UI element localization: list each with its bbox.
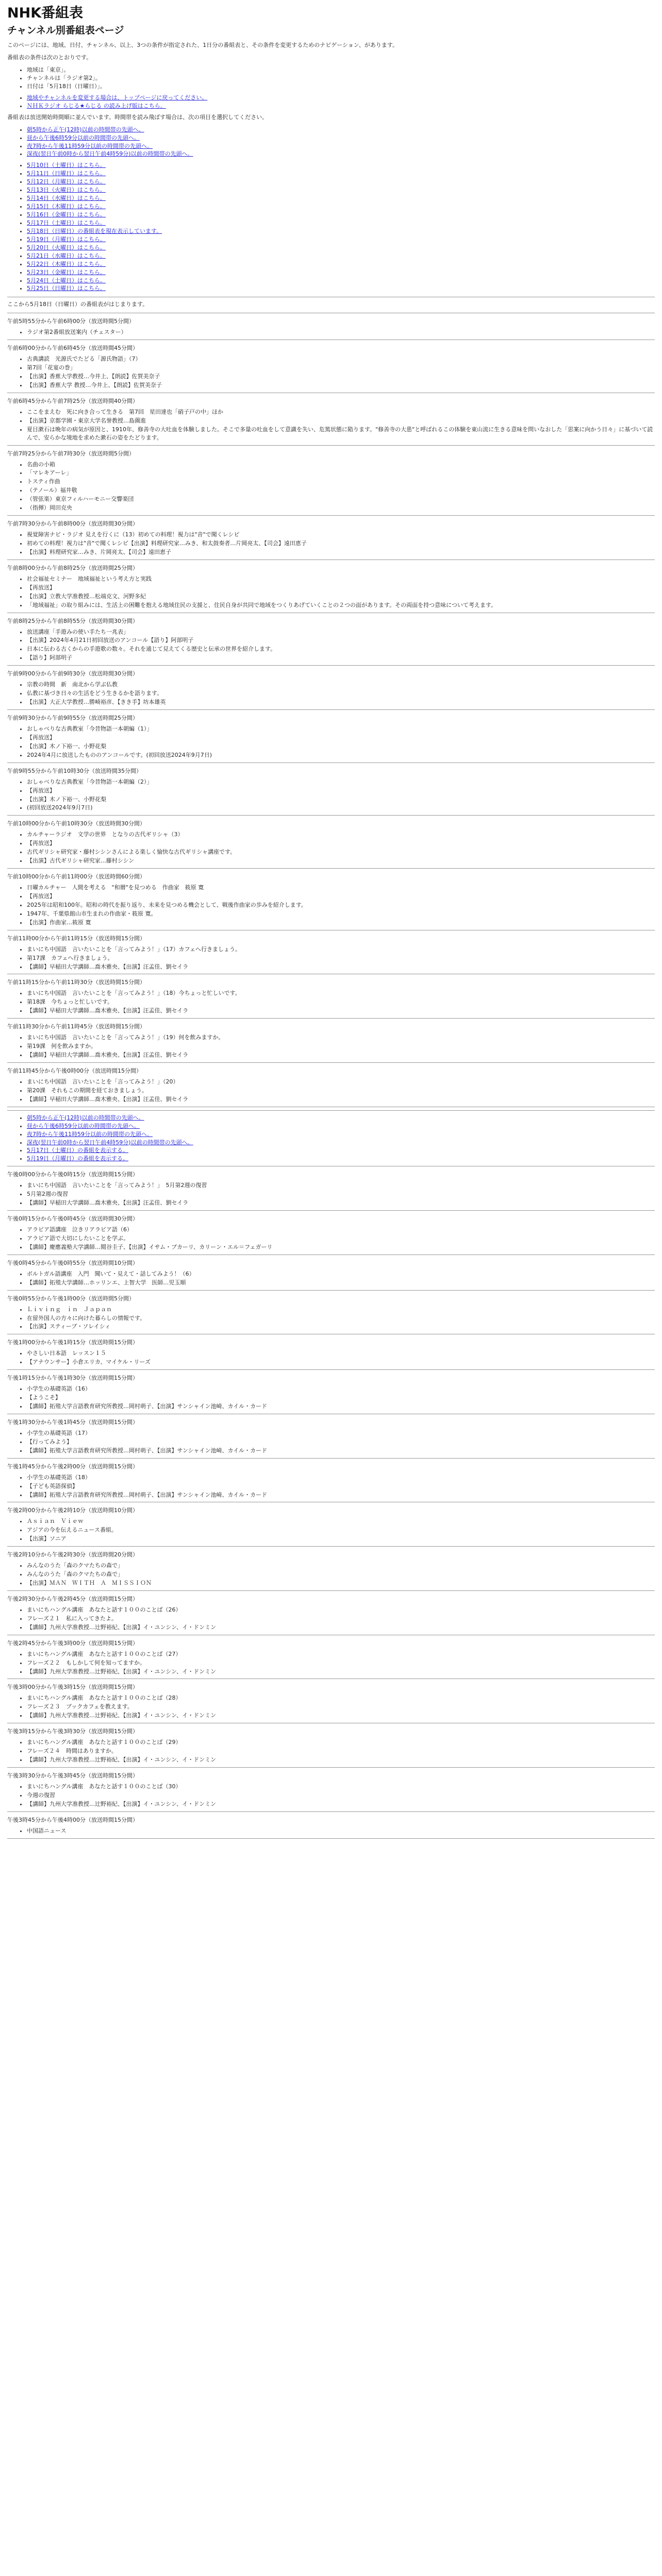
program-detail: • 今週の復習 (27, 1791, 655, 1800)
program-detail: • 【講師】拓殖大学講師…ホッリンエ、上智大学 医師…児玉順 (27, 1279, 655, 1287)
program-time: 午前7時30分から午前8時00分（放送時間30分間） (7, 520, 138, 528)
divider (7, 762, 655, 763)
program-title: • おしゃべりな古典教室「今昔物語一本朝編（2）」 (27, 778, 655, 786)
program-block (7, 1595, 655, 1635)
program-block (7, 317, 655, 340)
date-link[interactable]: 5月20日（火曜日）はこちら。 (27, 244, 106, 251)
program-detail: • 【出演】作曲家…筱原 寛 (27, 919, 655, 927)
program-time: 午後0時00分から午後0時15分（放送時間15分間） (7, 1171, 138, 1178)
program-detail-list (7, 531, 655, 556)
program-title: • まいにち中国語 言いたいことを「言ってみよう！」（19）何を飲みますか。 (27, 1033, 655, 1042)
program-detail: • 2025年は昭和100年。昭和の時代を振り返り、未来を見つめる機会として、戦後作曲家の歩みを紹介します。 (27, 901, 655, 909)
program-detail: • 【語り】阿部明子 (27, 654, 655, 662)
program-detail: • アジアの今を伝えるニュース番組。 (27, 1526, 655, 1534)
program-title: • まいにち中国語 言いたいことを「言ってみよう！」 5月第2週の復習 (27, 1181, 655, 1190)
program-title: • 日曜カルチャー 人間を考える "和暦"を見つめる 作曲家 筱原 寛 (27, 884, 655, 892)
condition-channel: • チャンネルは「ラジオ第2」。 (27, 74, 655, 82)
program-detail: • 【出演】京都学園・東京大学名誉教授…島薗進 (27, 417, 655, 425)
program-time: 午後1時30分から午後1時45分（放送時間15分間） (7, 1418, 138, 1426)
program-detail-list (7, 884, 655, 927)
divider (7, 1018, 655, 1019)
program-block (7, 1067, 655, 1107)
date-current[interactable]: 5月18日（日曜日）の番組表を現在表示しています。 (27, 227, 162, 234)
mid-nav-afternoon[interactable]: 昼から午後6時59分以前の時間帯の先頭へ。 (27, 1122, 140, 1129)
divider (7, 515, 655, 516)
time-jump-afternoon[interactable]: 昼から午後6時59分以前の時間帯の先頭へ。 (27, 134, 140, 141)
program-time: 午後2時45分から午後3時00分（放送時間15分間） (7, 1639, 138, 1647)
program-detail-list (7, 1606, 655, 1632)
program-title: • 宗教の時間 新 南北から学ぶ仏教 (27, 681, 655, 689)
program-time: 午前8時25分から午前8時55分（放送時間30分間） (7, 617, 138, 624)
program-time: 午後2時10分から午後2時30分（放送時間20分間） (7, 1551, 138, 1558)
divider (7, 1290, 655, 1291)
top-nav-links (7, 94, 655, 110)
date-link[interactable]: 5月12日（月曜日）はこちら。 (27, 178, 106, 185)
program-title: • カルチャーラジオ 文学の世界 となりの古代ギリシャ（3） (27, 831, 655, 839)
program-detail: • フレーズ２１ 私に入ってきたよ。 (27, 1615, 655, 1623)
program-detail: • 第18課 今ちょっと忙しいです。 (27, 998, 655, 1006)
mid-nav-list (7, 1114, 655, 1163)
program-time: 午後1時00分から午後1時15分（放送時間15分間） (7, 1339, 138, 1346)
program-detail-list (7, 831, 655, 865)
conditions-heading: 番組表の条件は次のとおりです。 (7, 54, 92, 61)
program-title: • 小学生の基礎英語（16） (27, 1385, 655, 1393)
program-detail-list (7, 1226, 655, 1251)
program-detail-list (7, 1738, 655, 1764)
program-detail-list (7, 725, 655, 759)
program-detail: • 【講師】九州大学准教授…辻野裕紀、【出演】イ・ユンシン、イ・ドンミン (27, 1800, 655, 1808)
program-block (7, 873, 655, 930)
program-title: • 小学生の基礎英語（18） (27, 1473, 655, 1482)
program-title: • ラジオ第2番組放送案内（チェスター） (27, 328, 655, 336)
program-detail: • 仏教に基づき日々の生活をどう生きるかを語ります。 (27, 689, 655, 698)
time-jump-late-night[interactable]: 深夜(翌日午前0時から翌日午前4時59分)以前の時間帯の先頭へ。 (27, 150, 193, 158)
program-block (7, 1772, 655, 1812)
program-detail-list (7, 1473, 655, 1499)
program-title: • まいにちハングル講座 あなたと話す１００のことば（26） (27, 1606, 655, 1614)
program-detail: • 第17課 カフェへ行きましょう。 (27, 954, 655, 962)
divider (7, 445, 655, 446)
divider (7, 868, 655, 869)
program-detail: • 【講師】早稲田大学講師…喬木雅央、【出演】汪孟佳、劉セイラ (27, 963, 655, 971)
program-detail-list (7, 628, 655, 663)
program-block (7, 978, 655, 1019)
program-detail: • 初めての料理！視力は"音"で聞くレシピ【出演】料理研究家…みき、和太鼓奏者…片岡亮太、【司会】遠田恵子 (27, 539, 655, 548)
program-block (7, 1338, 655, 1370)
date-link[interactable]: 5月22日（木曜日）はこちら。 (27, 260, 106, 267)
program-time: 午前10時00分から午前11時00分（放送時間60分間） (7, 873, 145, 880)
divider (7, 1458, 655, 1459)
program-detail: • 【講師】九州大学准教授…辻野裕紀、【出演】イ・ユンシン、イ・ドンミン (27, 1668, 655, 1676)
program-detail: • 【出演】木ノ下裕一、小野花梨 (27, 742, 655, 751)
program-block (7, 1023, 655, 1063)
program-title: • まいにち中国語 言いたいことを「言ってみよう！」（17）カフェへ行きましょう。 (27, 945, 655, 954)
program-detail: • 【出演】ＭＡＮ ＷＩＴＨ Ａ ＭＩＳＳＩＯＮ (27, 1579, 655, 1587)
program-detail: • 【講師】早稲田大学講師…喬木雅央、【出演】汪孟佳、劉セイラ (27, 1007, 655, 1015)
program-time: 午後1時45分から午後2時00分（放送時間15分間） (7, 1463, 138, 1470)
program-block (7, 397, 655, 446)
program-detail: • 【再放送】 (27, 892, 655, 901)
program-detail-list (7, 1650, 655, 1676)
program-time: 午前11時00分から午前11時15分（放送時間15分間） (7, 935, 145, 942)
program-block (7, 1506, 655, 1547)
program-detail-list (7, 461, 655, 513)
time-jump-note: 番組表は放送開始時間順に並んでいます。時間帯を読み飛ばす場合は、次の項目を選択してください。 (7, 113, 268, 121)
program-detail: • 【出演】ソニア (27, 1535, 655, 1543)
program-detail: • 【講師】慶應義塾大学講師…閲谷圭子、【出演】イサム・ブカーリ、カリーン・エル＝フェガーリ (27, 1243, 655, 1251)
date-link[interactable]: 5月14日（水曜日）はこちら。 (27, 195, 106, 202)
program-detail: • 第7回「花宴の巻」 (27, 364, 655, 372)
divider (7, 1110, 655, 1111)
program-detail-list (7, 1078, 655, 1104)
program-title: • まいにちハングル講座 あなたと話す１００のことば（27） (27, 1650, 655, 1658)
page-subtitle: チャンネル別番組表ページ (7, 25, 124, 37)
program-block (7, 1295, 655, 1335)
program-time: 午前7時25分から午前7時30分（放送時間5分間） (7, 450, 135, 457)
program-detail: • 1947年、千葉県館山市生まれの作曲家・筱原 寛。 (27, 910, 655, 918)
mid-nav-prev-day[interactable]: 5月17日（土曜日）の番組を表示する。 (27, 1147, 128, 1154)
program-detail: • 【出演】立教大学准教授…松端克文、河野多紀 (27, 592, 655, 601)
date-link[interactable]: 5月17日（土曜日）はこちら。 (27, 219, 106, 226)
divider (7, 665, 655, 666)
program-detail: • 【講師】拓殖大学言語教育研究所教授…岡村萌子、【出演】サンシャイン池崎、カイル・カード (27, 1402, 655, 1411)
program-detail: • フレーズ２２ もしかして何を知ってますか。 (27, 1659, 655, 1667)
program-block (7, 714, 655, 763)
divider (7, 1838, 655, 1839)
date-link[interactable]: 5月16日（金曜日）はこちら。 (27, 211, 106, 218)
program-time: 午前11時15分から午前11時30分（放送時間15分間） (7, 979, 145, 986)
program-detail: • 【講師】九州大学准教授…辻野裕紀、【出演】イ・ユンシン、イ・ドンミン (27, 1756, 655, 1764)
program-detail-list (7, 1562, 655, 1587)
program-block (7, 564, 655, 613)
program-detail-list (7, 1181, 655, 1207)
program-title: • 視覚障害ナビ・ラジオ 見えを行くに（13）初めての料理！視力は"音"で聞くレシピ (27, 531, 655, 539)
program-time: 午前8時00分から午前8時25分（放送時間25分間） (7, 564, 138, 571)
date-link[interactable]: 5月13日（火曜日）はこちら。 (27, 187, 106, 194)
program-time: 午前9時30分から午前9時55分（放送時間25分間） (7, 715, 138, 722)
program-detail: • 【再放送】 (27, 787, 655, 795)
program-detail-list (7, 778, 655, 812)
program-title: • まいにち中国語 言いたいことを「言ってみよう！」（20） (27, 1078, 655, 1086)
date-link[interactable]: 5月23日（金曜日）はこちら。 (27, 268, 106, 276)
program-detail-list (7, 1429, 655, 1455)
program-detail: • 2024年4月に放送したもののアンコールです。(初回放送2024年9月7日) (27, 751, 655, 759)
program-detail-list (7, 681, 655, 706)
program-block (7, 1374, 655, 1414)
program-title: • おしゃべりな古典教室「今昔物語一本朝編（1）」 (27, 725, 655, 733)
conditions-list (7, 66, 655, 91)
divider (7, 1062, 655, 1063)
program-time: 午後3時00分から午後3時15分（放送時間15分間） (7, 1684, 138, 1691)
divider (7, 1767, 655, 1768)
divider (7, 709, 655, 710)
program-block (7, 767, 655, 816)
program-detail-list (7, 1827, 655, 1835)
radio-readout-link[interactable]: ＮＨＫラジオ らじる★らじる の読み上げ版はこちら。 (27, 102, 166, 109)
program-list-am (7, 317, 655, 1107)
program-detail: • 【ようこそ】 (27, 1394, 655, 1402)
program-block (7, 520, 655, 560)
divider (7, 1369, 655, 1370)
program-detail: • 【出演】香蕉大学 教授…今井上、【朗読】佐賀美奈子 (27, 381, 655, 389)
program-time: 午前11時45分から午後0時00分（放送時間15分間） (7, 1067, 142, 1074)
program-detail: • （テノール）福井敬 (27, 486, 655, 495)
program-title: • ボルトガル語講座 入門 聞いて・見えて・話してみよう！（6） (27, 1270, 655, 1278)
divider (7, 1546, 655, 1547)
program-detail-list (7, 1270, 655, 1287)
program-detail-list (7, 1517, 655, 1543)
program-time: 午後2時30分から午後2時45分（放送時間15分間） (7, 1595, 138, 1602)
program-detail: • （管弦楽）東京フィルハーモニー交響楽団 (27, 495, 655, 503)
mid-nav-late-night[interactable]: 深夜(翌日午前0時から翌日午前4時59分)以前の時間帯の先頭へ。 (27, 1139, 193, 1146)
condition-region: • 地域は「東京」。 (27, 66, 655, 74)
program-block (7, 344, 655, 393)
program-detail: • 日本に伝わる古くからの手遊歌の数々。それを通じて見えてくる歴史と伝承の世界を紹介します。 (27, 645, 655, 653)
program-time: 午後3時15分から午後3時30分（放送時間15分間） (7, 1728, 138, 1735)
program-detail: • 「地域福祉」の取り組みには、生活上の困難を抱える地域住民の支援と、住民自身が共同で地域をつくりあげていくことの２つの面があります。その両面を持つ意味について考えます。 (27, 601, 655, 609)
time-jump-list (7, 126, 655, 159)
program-block (7, 1683, 655, 1723)
mid-nav-next-day[interactable]: 5月19日（月曜日）の番組を表示する。 (27, 1155, 128, 1162)
program-title: • 中国語ニュース (27, 1827, 655, 1835)
program-time: 午前5時55分から午前6時00分（放送時間5分間） (7, 318, 135, 325)
program-detail-list (7, 1033, 655, 1059)
program-time: 午前9時00分から午前9時30分（放送時間30分間） (7, 670, 138, 677)
program-title: • まいにちハングル講座 あなたと話す１００のことば（28） (27, 1694, 655, 1702)
program-block (7, 1727, 655, 1768)
program-block (7, 1171, 655, 1211)
program-detail: • (初回放送2024年9月7日) (27, 804, 655, 812)
program-detail: • 在留外国人の方々に向けた暮らしの情報です。 (27, 1314, 655, 1323)
time-jump-morning[interactable]: 朝5時から正午(12時)以前の時間帯の先頭へ。 (27, 126, 144, 133)
program-detail: • 【出演】大正大学教授…勝崎裕彦、【きき手】坊本雄英 (27, 698, 655, 706)
program-detail: • 【出演】香蕉大学教授…今井上、【朗読】佐賀美奈子 (27, 372, 655, 381)
program-detail: • アラビア語で大切にしたいことを学ぶ。 (27, 1234, 655, 1243)
date-link[interactable]: 5月11日（日曜日）はこちら。 (27, 170, 106, 177)
program-block (7, 1215, 655, 1255)
program-title: • Ａｓｉａｎ Ｖｉｅｗ (27, 1517, 655, 1526)
program-time: 午前10時00分から午前10時30分（放送時間30分間） (7, 820, 145, 827)
program-detail: • 【出演】木ノ下裕一、小野花梨 (27, 795, 655, 804)
program-detail: • 【出演】2024年4月21日初回放送のアンコール【語り】阿部明子 (27, 636, 655, 645)
program-detail-list (7, 1349, 655, 1366)
program-detail: • 【講師】拓殖大学言語教育研究所教授…岡村萌子、【出演】サンシャイン池崎、カイル・カード (27, 1447, 655, 1455)
program-title: • まいにちハングル講座 あなたと話す１００のことば（29） (27, 1738, 655, 1747)
program-detail: • 【講師】拓殖大学言語教育研究所教授…岡村萌子、【出演】サンシャイン池崎、カイル・カード (27, 1491, 655, 1499)
program-detail: • 【講師】早稲田大学講師…喬木雅央、【出演】汪孟佳、劉セイラ (27, 1095, 655, 1104)
program-detail-list (7, 1306, 655, 1331)
program-detail: • 「マレキアーレ」 (27, 469, 655, 477)
program-detail-list (7, 1694, 655, 1720)
program-time: 午前6時00分から午前6時45分（放送時間45分間） (7, 345, 138, 352)
program-title: • まいにち中国語 言いたいことを「言ってみよう！」（18）今ちょっと忙しいです。 (27, 989, 655, 997)
program-block (7, 670, 655, 710)
program-detail: • トスティ作曲 (27, 478, 655, 486)
program-detail: • 5月第2週の復習 (27, 1190, 655, 1198)
program-detail-list (7, 945, 655, 971)
date-link[interactable]: 5月25日（日曜日）はこちら。 (27, 285, 106, 292)
program-detail: • フレーズ２３ ブックカフェを教えます。 (27, 1703, 655, 1711)
divider (7, 815, 655, 816)
program-detail: • 第19課 何を飲みますか。 (27, 1042, 655, 1050)
program-detail: • 夏目漱石は晩年の病気が原因と、1910年、修善寺の大吐血を体験しました。そこで多量の吐血をして意識を失い、危篤状態に陥ります。"修善寺の大患"と呼ばれるこの体験を東山流に生きる意味を問いなおした「思案に向かう日々」に基づいて読んで、安らかな境地を求めた漱石の姿をたどります。 (27, 426, 655, 442)
program-title: • ここをまえむ 死に向き合って生きる 第7回 星田達也「硝子戸の中」ほか (27, 408, 655, 416)
program-block (7, 1639, 655, 1680)
program-time: 午後0時45分から午後0時55分（放送時間10分間） (7, 1259, 138, 1266)
divider (7, 1590, 655, 1591)
program-block (7, 1418, 655, 1459)
back-to-top-link[interactable]: 地域やチャンネルを変更する場合は、トップページに戻ってください。 (27, 94, 208, 101)
date-list (7, 161, 655, 293)
program-time: 午後3時30分から午後3時45分（放送時間15分間） (7, 1772, 138, 1779)
program-detail: • 【出演】スティーブ・ソレイシィ (27, 1323, 655, 1331)
date-link[interactable]: 5月15日（木曜日）はこちら。 (27, 203, 106, 210)
program-time: 午後1時15分から午後1時30分（放送時間15分間） (7, 1375, 138, 1382)
program-detail-list (7, 575, 655, 609)
program-block (7, 1816, 655, 1839)
program-detail: • 古代ギリシャ研究家・藤村シシンさんによる楽しく愉快な古代ギリシャ講座です。 (27, 848, 655, 856)
program-title: • Ｌｉｖｉｎｇ ｉｎ Ｊａｐａｎ (27, 1306, 655, 1314)
program-block (7, 617, 655, 666)
program-detail: • 【出演】古代ギリシャ研究家…藤村シシン (27, 857, 655, 865)
date-link[interactable]: 5月19日（月曜日）はこちら。 (27, 235, 106, 243)
program-time: 午後0時15分から午後0時45分（放送時間30分間） (7, 1215, 138, 1223)
program-detail: • 【アナウンサー】小倉エリカ、マイケル・リーズ (27, 1358, 655, 1366)
page-title: NHK番組表 (7, 5, 84, 21)
program-block (7, 935, 655, 975)
program-block (7, 1463, 655, 1503)
program-title: • 小学生の基礎英語（17） (27, 1429, 655, 1437)
program-list-pm (7, 1171, 655, 1838)
program-time: 午後3時45分から午後4時00分（放送時間15分間） (7, 1816, 138, 1823)
program-detail: • 【行ってみよう】 (27, 1438, 655, 1446)
program-detail-list (7, 1783, 655, 1808)
divider (7, 1811, 655, 1812)
program-time: 午前6時45分から午前7時25分（放送時間40分間） (7, 397, 138, 404)
program-detail: • 【子ども英語探偵】 (27, 1482, 655, 1490)
date-link[interactable]: 5月21日（水曜日）はこちら。 (27, 252, 106, 259)
program-detail: • フレーズ２４ 時間はありますか。 (27, 1747, 655, 1755)
program-block (7, 1551, 655, 1591)
program-title: • やさしい日本語 レッスン１５ (27, 1349, 655, 1358)
program-title: • 名曲の小箱 (27, 461, 655, 469)
mid-nav-morning[interactable]: 朝5時から正午(12時)以前の時間帯の先頭へ。 (27, 1114, 144, 1121)
program-title: • みんなのうた「森のクマたちの森で」 (27, 1562, 655, 1570)
program-detail-list (7, 1385, 655, 1411)
program-detail-list (7, 355, 655, 389)
program-detail: • 【再放送】 (27, 839, 655, 848)
program-detail: • 【講師】早稲田大学講師…喬木雅央、【出演】汪孟佳、劉セイラ (27, 1199, 655, 1207)
program-time: 午前11時30分から午前11時45分（放送時間15分間） (7, 1023, 145, 1030)
program-detail-list (7, 408, 655, 442)
program-detail: • 【講師】早稲田大学講師…喬木雅央、【出演】汪孟佳、劉セイラ (27, 1051, 655, 1059)
program-detail-list (7, 989, 655, 1015)
condition-date: • 日付は「5月18日（日曜日）」。 (27, 82, 655, 91)
program-detail: • 【講師】九州大学准教授…辻野裕紀、【出演】イ・ユンシン、イ・ドンミン (27, 1711, 655, 1720)
program-title: • 放送講座「手遊みの使い手たち一兆表」 (27, 628, 655, 636)
date-link[interactable]: 5月10日（土曜日）はこちら。 (27, 162, 106, 169)
mid-nav-evening[interactable]: 夜7時から午後11時59分以前の時間帯の先頭へ。 (27, 1130, 153, 1138)
time-jump-evening[interactable]: 夜7時から午後11時59分以前の時間帯の先頭へ。 (27, 142, 153, 149)
date-link[interactable]: 5月24日（土曜日）はこちら。 (27, 277, 106, 284)
program-detail: • 【出演】料理研究家…みき、片岡亮太、【司会】遠田恵子 (27, 548, 655, 556)
program-block (7, 820, 655, 869)
program-block (7, 450, 655, 516)
program-title: • アラビア語講座 泣きリアラビア語（6） (27, 1226, 655, 1234)
page-intro: このページには、地域、日付、チャンネル、以上、3つの条件が指定された、1日分の番組表と、その条件を変更するためのナビゲーション、があります。 (7, 42, 399, 49)
program-time: 午後0時55分から午後1時00分（放送時間5分間） (7, 1295, 135, 1302)
program-title: • 古典講読 光源氏でたどる「源氏物語」（7） (27, 355, 655, 363)
schedule-start-note: ここから5月18日（日曜日）の番組表がはじまります。 (7, 301, 148, 308)
divider (7, 1210, 655, 1211)
program-time: 午前9時55分から午前10時30分（放送時間35分間） (7, 767, 142, 774)
program-detail: • 【講師】九州大学准教授…辻野裕紀、【出演】イ・ユンシン、イ・ドンミン (27, 1623, 655, 1632)
program-detail: • みんなのうた「森のクマたちの森で」 (27, 1570, 655, 1579)
program-block (7, 1259, 655, 1291)
program-detail-list (7, 328, 655, 336)
program-detail: • 【再放送】 (27, 584, 655, 592)
program-detail: • 【再放送】 (27, 734, 655, 742)
program-title: • 社会福祉セミナー 地域福祉という考え方と実践 (27, 575, 655, 583)
program-detail: • （指揮）岡田克央 (27, 504, 655, 512)
program-detail: • 第20課 それもこの期間を経ておきましょう。 (27, 1087, 655, 1095)
program-title: • まいにちハングル講座 あなたと話す１００のことば（30） (27, 1783, 655, 1791)
program-time: 午後2時00分から午後2時10分（放送時間10分間） (7, 1507, 138, 1514)
